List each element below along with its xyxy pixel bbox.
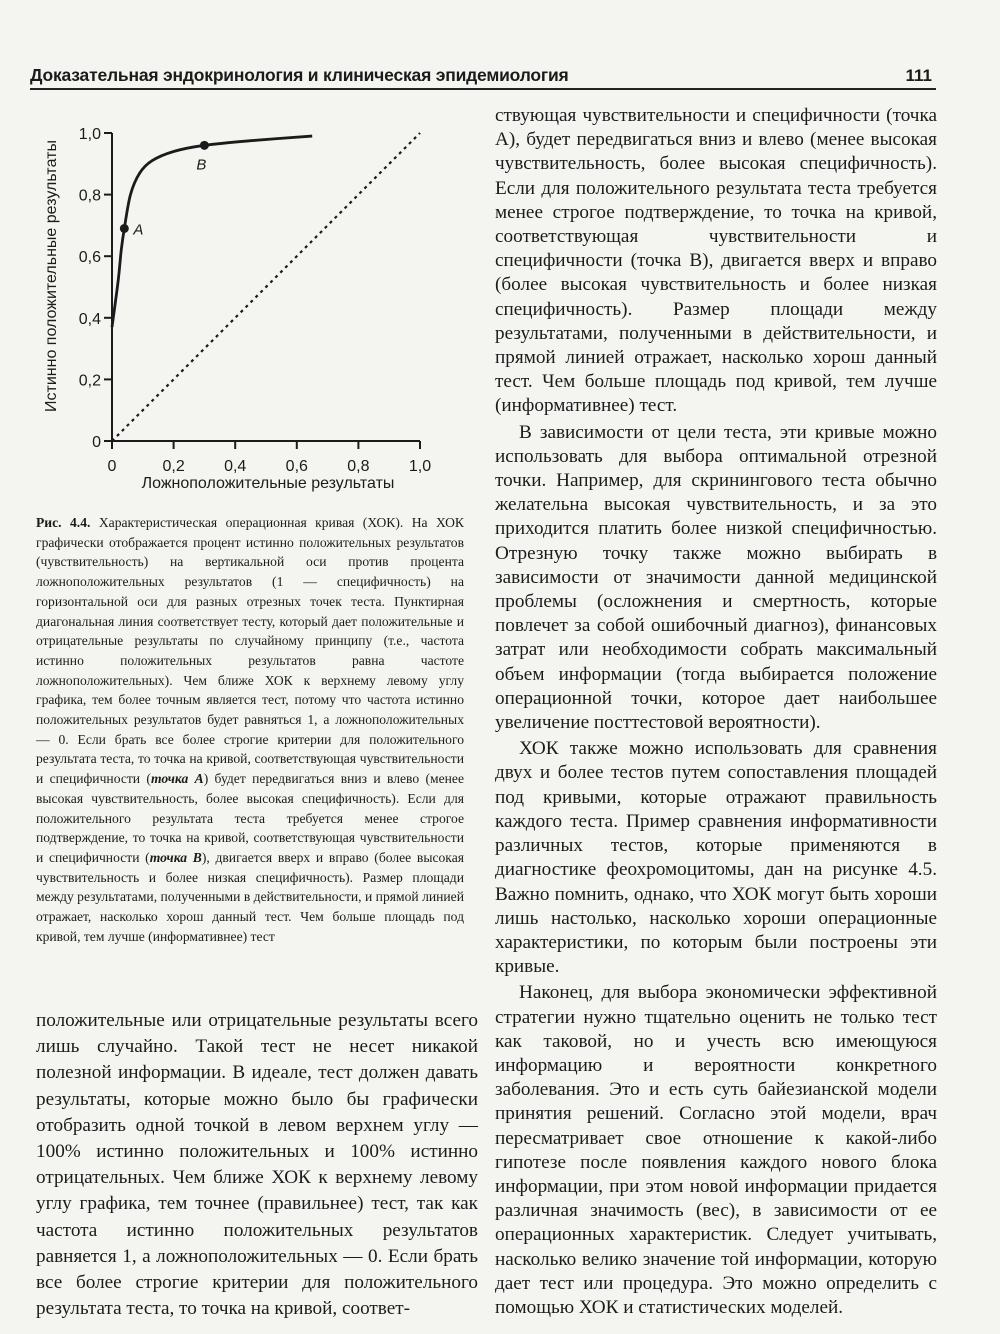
right-column-text	[495, 104, 937, 1320]
caption-point-a: точка A	[150, 771, 204, 787]
point-b-label: B	[196, 156, 207, 174]
y-tick-label: 0,4	[78, 310, 101, 328]
running-header	[30, 58, 936, 90]
roc-figure	[30, 100, 450, 500]
header-title: Доказательная эндокринология и клиническая эпидемиология	[30, 65, 569, 85]
x-tick-label: 0,6	[285, 458, 308, 475]
x-axis-title: Ложноположительные результаты	[141, 475, 395, 492]
caption-text-2: ) будет передвигаться вниз и влево (менее высокая чувствительность, более высокая специфичность). Если для положительного результата теста требуется менее строгое подтверждение, то точка на кривой, соответствующая чувствительности и специфичности (	[36, 771, 464, 865]
y-axis-title: Истинно положительные результаты	[43, 140, 60, 412]
point-a-marker	[120, 224, 129, 233]
x-tick-label: 0,2	[162, 458, 185, 475]
caption-point-b: точка B	[149, 849, 202, 865]
x-tick-label: 0,4	[224, 458, 247, 475]
figure-caption	[36, 513, 464, 946]
right-paragraph-1: ствующая чувствительности и специфичности (точка А), будет передвигаться вниз и влево (менее высокая чувствительность, более высокая специфичность). Если для положительного результата теста требуется менее строгое подтверждение, то точка на кривой, соответствующая чувствительности и специфичности (точка В), двигается вверх и вправо (более высокая чувствительность и более низкая специфичность). Размер площади между результатами, полученными в действительности, и прямой линией отражает, насколько хорош данный тест. Чем больше площадь под кривой, тем лучше (информативнее) тест.	[495, 105, 937, 417]
page-number: 111	[905, 66, 932, 85]
caption-text-1: На ХОК графически отображается процент истинно положительных результатов (чувствительность) на вертикальной оси против процента ложноположительных результатов (1 — специфичность) на горизонтальной оси для разных отрезных точек теста. Пунктирная диагональная линия соответствует тесту, который дает положительные и отрицательные результаты по случайному принципу (т.е., частота истинно положительных результатов равна частоте ложноположительных). Чем ближе ХОК к верхнему левому углу графика, тем более точным является тест, потому что частота истинно положительных результатов будет равняться 1, а ложноположительных — 0. Если брать все более строгие критерии для положительного результата теста, то точка на кривой, соответствующая чувствительности и специфичности (	[36, 515, 464, 787]
y-tick-label: 0,6	[78, 249, 101, 267]
y-tick-label: 0,2	[78, 372, 101, 390]
caption-label: Рис. 4.4.	[36, 515, 91, 530]
y-tick-label: 1,0	[78, 126, 101, 143]
random-test-diagonal	[112, 133, 420, 441]
series-layer	[112, 133, 420, 441]
x-tick-label: 0	[107, 458, 117, 475]
y-tick-label: 0,8	[78, 187, 101, 205]
left-column-text	[36, 1008, 478, 1322]
y-tick-label: 0	[92, 434, 101, 451]
x-ticks	[108, 441, 432, 475]
point-a-label: A	[133, 221, 144, 239]
x-tick-label: 1,0	[408, 458, 432, 475]
left-paragraph: положительные или отрицательные результаты всего лишь случайно. Такой тест не несет никакой полезной информации. В идеале, тест должен давать результаты, которые можно было бы графически отобразить одной точкой в левом верхнем углу — 100% истинно положительных и 100% истинно отрицательных. Чем ближе ХОК к верхнему левому углу графика, тем точнее (правильнее) тест, так как частота истинно положительных результатов равняется 1, а ложноположительных — 0. Если брать все более строгие критерии для положительного результата теста, то точка на кривой, соответ-	[36, 1010, 478, 1320]
right-paragraph-4: Наконец, для выбора экономически эффективной стратегии нужно тщательно оценить не только тест как таковой, но и учесть всю имеющуюся информацию и вероятности конкретного заболевания. Это и есть суть байезианской модели принятия решений. Согласно этой модели, врач пересматривает свое отношение к какой-либо гипотезе после появления каждого нового блока информации, при этом новой информации придается различная значимость (вес), в зависимости от ее операционных характеристик. Следует учитывать, насколько велико значение той информации, которую дает тест или процедура. Это можно определить с помощью ХОК и статистических моделей.	[495, 982, 937, 1318]
right-paragraph-2: В зависимости от цели теста, эти кривые можно использовать для выбора оптимальной отрезной точки. Например, для скринингового теста обычно желательна высокая чувствительность, и за это приходится платить более низкой специфичностью. Отрезную точку также можно выбирать в зависимости от значимости данной медицинской проблемы (осложнения и смертность, которые повлечет за собой ошибочный диагноз), финансовых затрат или необходимости собрать максимальный объем информации (тогда выбирается положение операционной точки, которое дает наибольшее увеличение посттестовой вероятности).	[495, 421, 937, 734]
roc-chart	[30, 100, 450, 500]
point-b-marker	[200, 141, 209, 150]
y-ticks	[79, 126, 112, 451]
x-tick-label: 0,8	[347, 458, 370, 475]
caption-text-3: ), двигается вверх и вправо (более высокая чувствительность и более низкая специфичность). Размер площади между результатами, полученными в действительности, и прямой линией отражает, насколько хорош данный тест. Чем больше площадь под кривой, тем лучше (информативнее) тест	[36, 849, 464, 944]
right-paragraph-3: ХОК также можно использовать для сравнения двух и более тестов путем сопоставления площадей под кривыми, которые отражают правильность каждого теста. Пример сравнения информативности различных тестов, которые применяются в диагностике феохромоцитомы, дан на рисунке 4.5. Важно помнить, однако, что ХОК могут быть хороши лишь настолько, насколько хороши операционные характеристики, по которым были построены эти кривые.	[495, 738, 937, 978]
caption-title: Характеристическая операционная кривая (ХОК).	[98, 515, 404, 530]
